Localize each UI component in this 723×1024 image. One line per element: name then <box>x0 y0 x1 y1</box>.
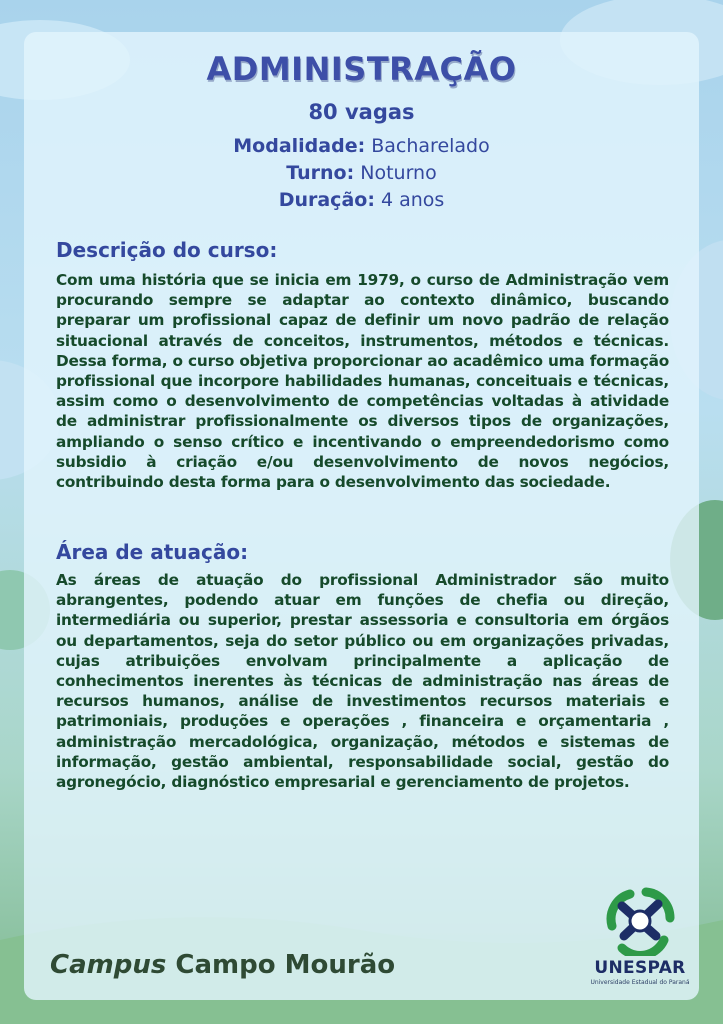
description-heading: Descrição do curso: <box>56 238 278 262</box>
modality-line <box>0 135 723 157</box>
shift-label: Turno: <box>286 162 355 184</box>
description-text: Com uma história que se inicia em 1979, o curso de Administração vem procurando sempre se adaptar ao contexto dinâmico, buscando preparar um profissional capaz de definir um novo padrão de relação situacional através de conceitos, instrumentos, métodos e técnicas. Dessa forma, o curso objetiva proporcionar ao acadêmico uma formação profissional que incorpore habilidades humanas, conceituais e técnicas, assim como o desenvolvimento de competências voltadas à atividade de administrar profissionalmente os diversos tipos de organizações, ampliando o senso crítico e incentivando o empreendedorismo como subsidio à criação e/ou desenvolvimento de novos negócios, contribuindo desta forma para o desenvolvimento das sociedade. <box>56 271 669 492</box>
campus-label <box>50 950 395 980</box>
campus-italic: Campus <box>50 950 167 980</box>
modality-value: Bacharelado <box>371 135 490 157</box>
logo-subtitle: Universidade Estadual do Paraná <box>590 979 690 986</box>
unespar-logo <box>588 884 692 986</box>
duration-label: Duração: <box>278 189 375 211</box>
duration-value: 4 anos <box>380 189 445 211</box>
area-heading: Área de atuação: <box>56 540 249 564</box>
unespar-emblem-icon <box>600 884 680 956</box>
duration-line <box>0 189 723 211</box>
area-text: As áreas de atuação do profissional Administrador são muito abrangentes, podendo atuar em funções de chefia ou direção, intermediária ou superior, prestar assessoria e consultoria em órgãos ou departamentos, seja do setor público ou em organizações privadas, cujas atribuições envolvam principalmente a aplicação de conhecimentos inerentes às técnicas de administração nas áreas de recursos humanos, análise de investimentos recursos materiais e patrimoniais, produções e operações , financeira e orçamentaria , administração mercadológica, organização, métodos e sistemas de informação, gestão ambiental, responsabilidade social, gestão do agronegócio, diagnóstico empresarial e gerenciamento de projetos. <box>56 571 669 792</box>
logo-name: UNESPAR <box>594 958 686 978</box>
course-title: ADMINISTRAÇÃO <box>206 50 517 88</box>
modality-label: Modalidade: <box>233 135 366 157</box>
shift-value: Noturno <box>360 162 437 184</box>
vacancies: 80 vagas <box>308 100 415 124</box>
campus-name: Campo Mourão <box>175 950 396 980</box>
shift-line <box>0 162 723 184</box>
